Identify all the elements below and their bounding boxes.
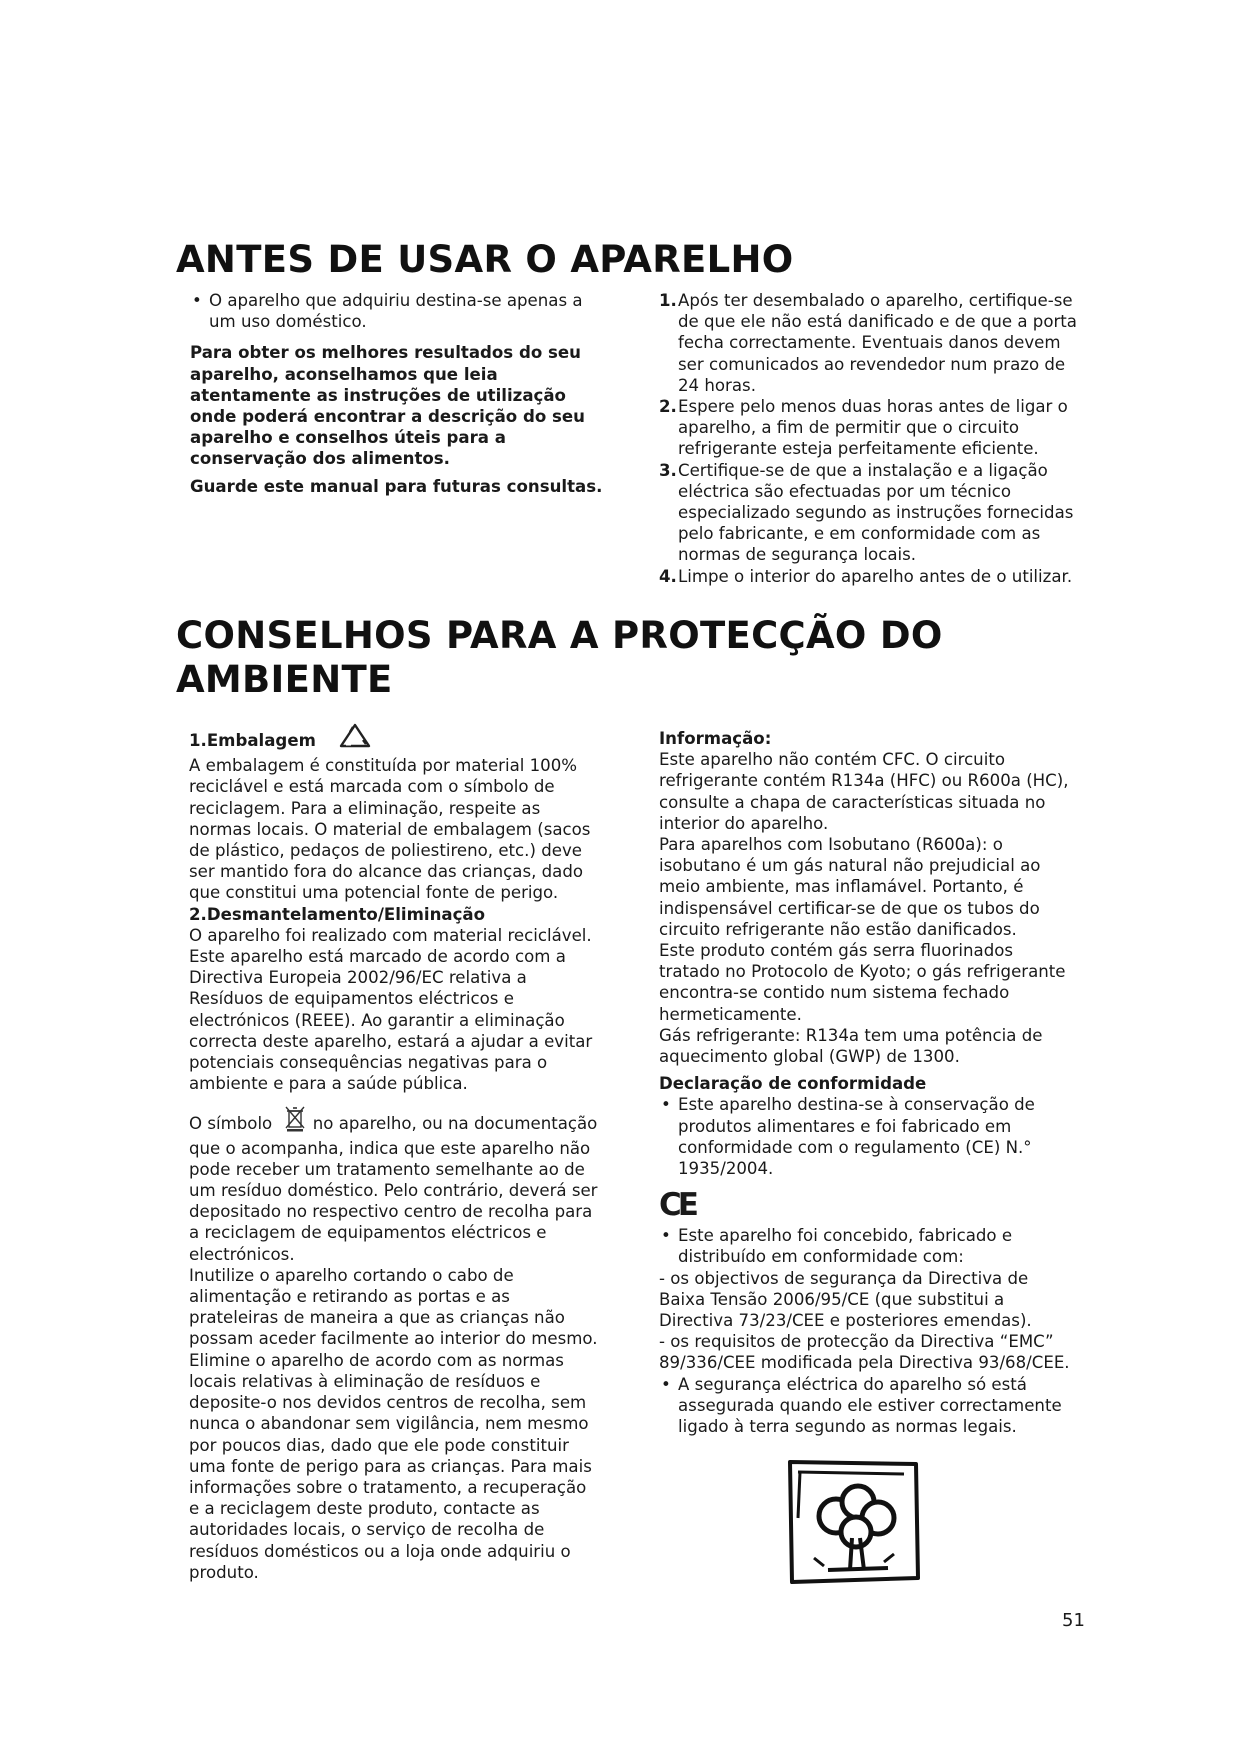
environment-left-column <box>189 728 599 1583</box>
keep-manual-note: Guarde este manual para futuras consultas. <box>190 476 603 496</box>
information-text-fluorinated: Este produto contém gás serra fluorinados tratado no Protocolo de Kyoto; o gás refrigerante encontra-se contido num sistema fechado hermeticamente. <box>659 941 1066 1024</box>
conformity-bullet-food: • Este aparelho destina-se à conservação de produtos alimentares e foi fabricado em conformidade com o regulamento (CE) N.° 1935/2004. <box>659 1094 1071 1179</box>
tree-ecolabel-icon <box>784 1458 924 1588</box>
packaging-heading-row <box>189 728 599 755</box>
step-4: 4. Limpe o interior do aparelho antes de o utilizar. <box>659 566 1073 586</box>
conformity-bullet-earthing: • A segurança eléctrica do aparelho só está assegurada quando ele estiver correctamente ligado à terra segundo as normas legais. <box>659 1374 1071 1438</box>
information-text-cfc: Este aparelho não contém CFC. O circuito refrigerante contém R134a (HFC) ou R600a (HC), consulte a chapa de características situada no interior do aparelho. <box>659 750 1069 833</box>
ce-mark-icon: CE <box>659 1187 695 1224</box>
section-title-environment <box>176 614 943 702</box>
step-1: 1. Após ter desembalado o aparelho, certifique-se de que ele não está danificado e de que a porta fecha correctamente. Eventuais danos devem ser comunicados ao revendedor num prazo de 24 horas. <box>659 291 1077 395</box>
step-2: 2. Espere pelo menos duas horas antes de ligar o aparelho, a fim de permitir que o circuito refrigerante esteja perfeitamente eficiente. <box>659 397 1068 459</box>
conformity-heading: Declaração de conformidade <box>659 1074 927 1094</box>
page-number: 51 <box>1062 1610 1085 1631</box>
conformity-bullet-designed: • Este aparelho foi concebido, fabricado e distribuído em conformidade com: <box>659 1225 1071 1267</box>
environment-title-line2: AMBIENTE <box>176 658 393 701</box>
best-results-paragraph: Para obter os melhores resultados do seu aparelho, aconselhamos que leia atentamente as instruções de utilização onde poderá encontrar a descrição do seu aparelho e conselhos úteis para a conservação dos alimentos. <box>190 343 585 469</box>
environment-title-line1: CONSELHOS PARA A PROTECÇÃO DO <box>176 614 943 657</box>
crossed-bin-icon <box>284 1104 306 1137</box>
section-title-before-use: ANTES DE USAR O APARELHO <box>176 238 794 281</box>
information-heading: Informação: <box>659 729 772 748</box>
environment-right-column <box>659 728 1071 1437</box>
ce-mark-row <box>659 1185 1071 1225</box>
packaging-heading: 1.Embalagem <box>189 731 316 751</box>
before-use-left-column <box>190 290 610 497</box>
step-3: 3. Certifique-se de que a instalação e a ligação eléctrica são efectuadas por um técnico especializado segundo as instruções fornecidas pelo fabricante, e em conformidade com as normas de segurança locais. <box>659 460 1074 565</box>
weee-symbol-paragraph: O símbolo no aparelho, ou na documentação que o acompanha, indica que este aparelho não pode receber um tratamento semelhante ao de um resíduo doméstico. Pelo contrário, deverá ser depositado no respectivo centro de recolha para a reciclagem de equipamentos eléctricos e electrónicos. <box>189 1112 599 1264</box>
information-text-isobutane: Para aparelhos com Isobutano (R600a): o isobutano é um gás natural não prejudicial ao meio ambiente, mas inflamável. Portanto, é indispensável certificar-se de que os tubos do circuito refrigerante não estão danificados. <box>659 835 1041 939</box>
dispose-appliance-text: Elimine o aparelho de acordo com as normas locais relativas à eliminação de resíduos e deposite-o nos devidos centros de recolha, sem nunca o abandonar sem vigilância, nem mesmo por poucos dias, dado que ele pode constituir uma fonte de perigo para as crianças. Para mais informações sobre o tratamento, a recuperação e a reciclagem deste produto, contacte as autoridades locais, o serviço de recolha de resíduos domésticos ou a loja onde adquiriu o produto. <box>189 1350 592 1582</box>
disposal-text: O aparelho foi realizado com material reciclável. Este aparelho está marcado de acordo com a Directiva Europeia 2002/96/EC relativa a Resíduos de equipamentos eléctricos e electrónicos (REEE). Ao garantir a eliminação correcta deste aparelho, estará a ajudar a evitar potenciais consequências negativas para o ambiente e para a saúde pública. <box>189 925 593 1094</box>
domestic-use-bullet: • O aparelho que adquiriu destina-se apenas a um uso doméstico. <box>190 290 610 332</box>
packaging-text: A embalagem é constituída por material 100% reciclável e está marcada com o símbolo de reciclagem. Para a eliminação, respeite as normas locais. O material de embalagem (sacos de plástico, pedaços de poliestireno, etc.) deve ser mantido fora do alcance das crianças, dado que constitui uma potencial fonte de perigo. <box>189 756 591 903</box>
before-use-steps <box>659 290 1081 587</box>
disable-appliance-text: Inutilize o aparelho cortando o cabo de alimentação e retirando as portas e as prateleiras de maneira a que as crianças não possam aceder facilmente ao interior do mesmo. <box>189 1265 598 1349</box>
conformity-emc: - os requisitos de protecção da Directiva “EMC” 89/336/CEE modificada pela Directiva 93/68/CEE. <box>659 1332 1070 1373</box>
disposal-heading: 2.Desmantelamento/Eliminação <box>189 904 486 924</box>
recycle-triangle-icon <box>337 722 373 755</box>
conformity-low-voltage: - os objectivos de segurança da Directiva de Baixa Tensão 2006/95/CE (que substitui a Directiva 73/23/CEE e posteriores emendas). <box>659 1268 1032 1331</box>
information-text-gwp: Gás refrigerante: R134a tem uma potência de aquecimento global (GWP) de 1300. <box>659 1025 1043 1067</box>
